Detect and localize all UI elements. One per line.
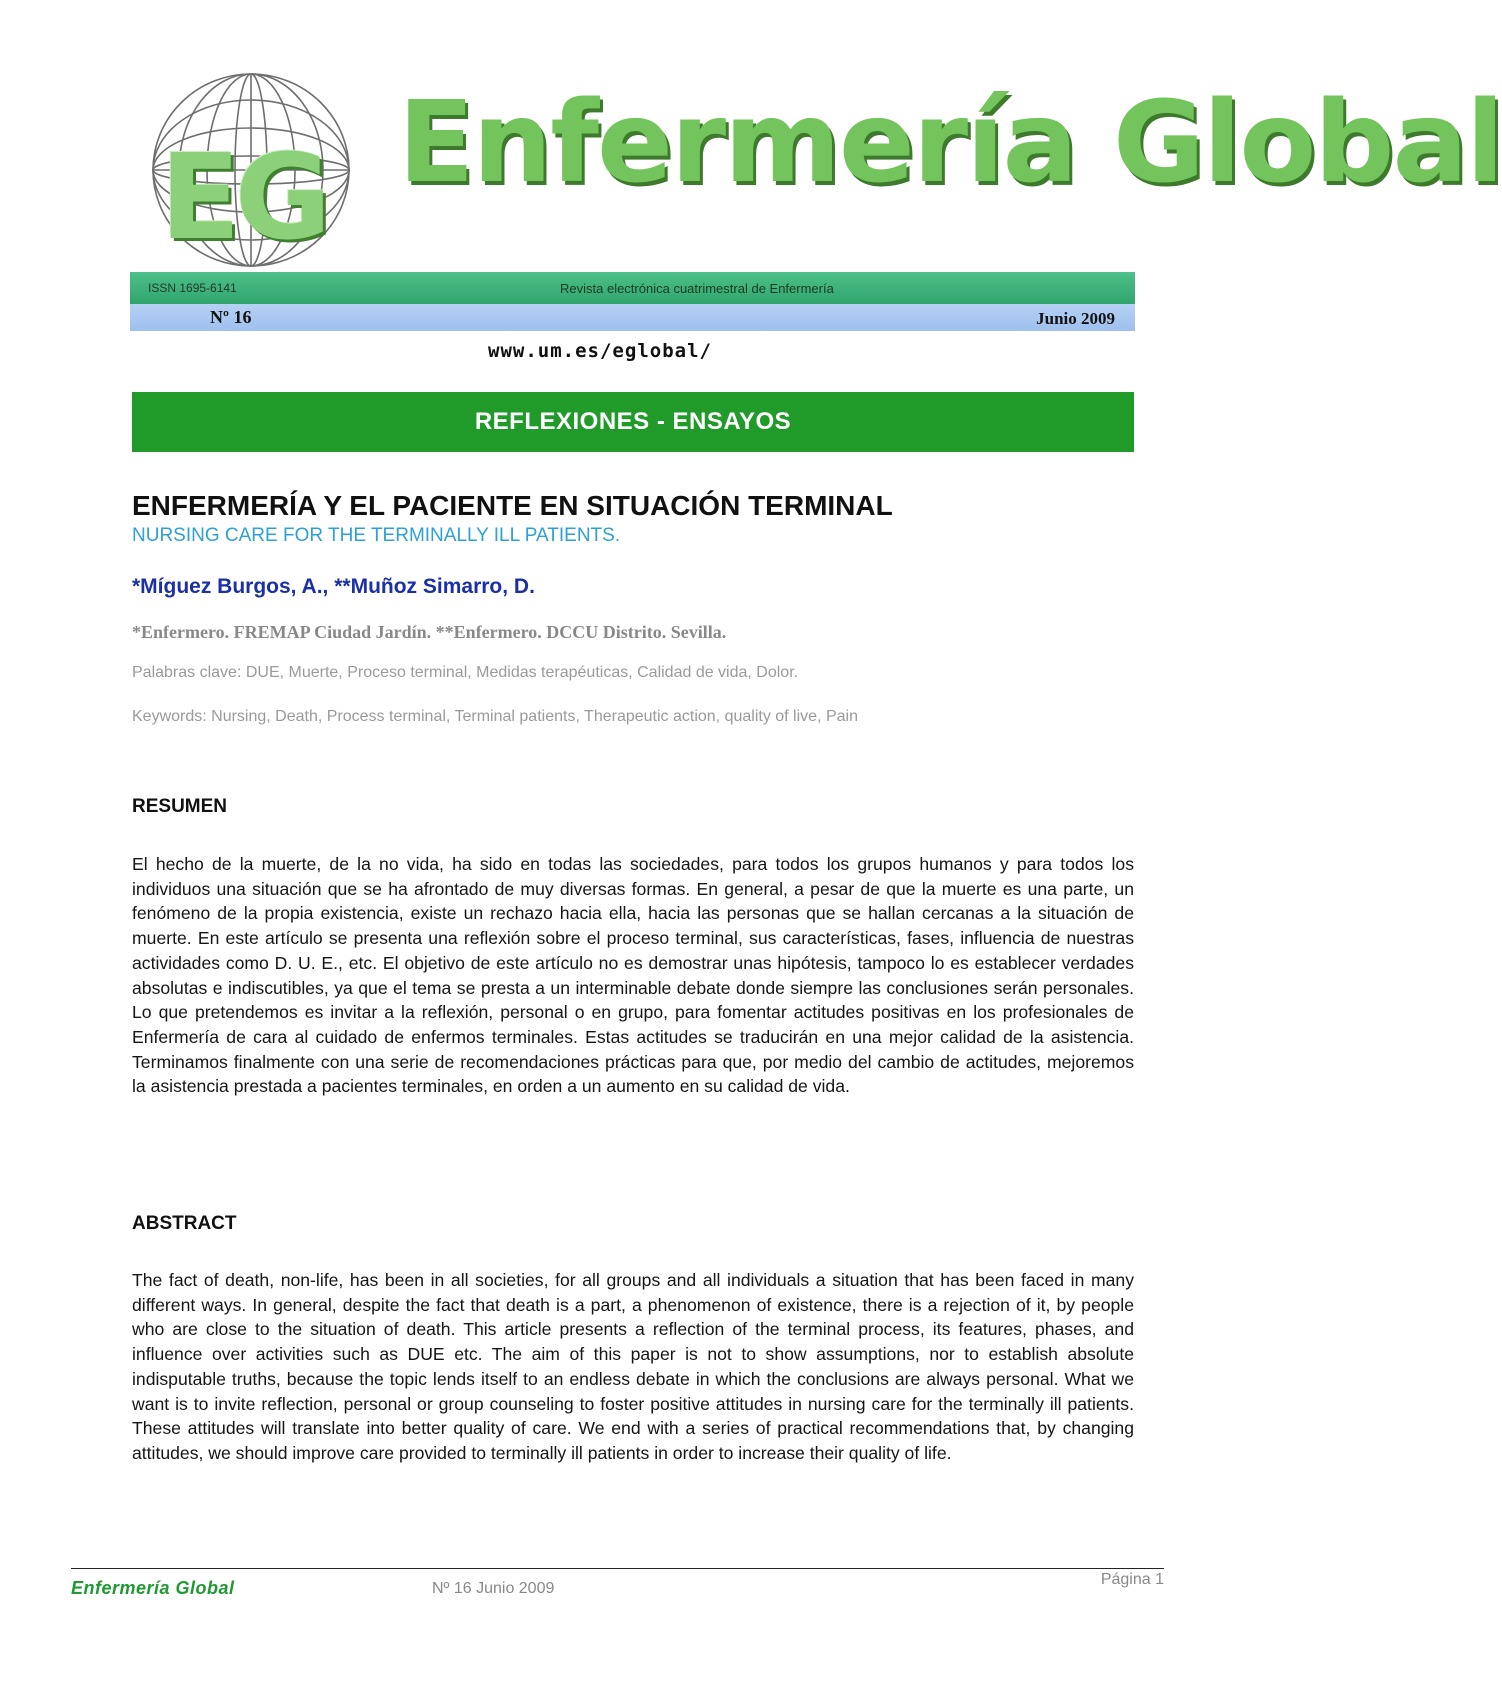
footer-journal-name: Enfermería Global xyxy=(71,1578,235,1598)
page-number: Página 1 xyxy=(1100,1571,1164,1588)
masthead-info-band xyxy=(130,272,1135,304)
abstract-heading: ABSTRACT xyxy=(132,1213,237,1234)
keywords-spanish: Palabras clave: DUE, Muerte, Proceso terminal, Medidas terapéuticas, Calidad de vida, Dolor. xyxy=(132,664,799,681)
keywords-english: Keywords: Nursing, Death, Process terminal, Terminal patients, Therapeutic action, quality of live, Pain xyxy=(132,708,858,725)
abstract-paragraph: The fact of death, non-life, has been in all societies, for all groups and all individuals a situation that has been faced in many different ways. In general, despite the fact that death is a part, a phenomenon of existence, there is a rejection of it, by people who are close to the situation of death. This article presents a reflection of the terminal process, its features, phases, and influence over activities such as DUE etc. The aim of this paper is not to show assumptions, nor to establish absolute indisputable truths, because the topic lends itself to an endless debate in which the conclusions are always personal. What we want is to invite reflection, personal or group counseling to foster positive attitudes in nursing care for the terminally ill patients. These attitudes will translate into better quality of care. We end with a series of practical recommendations that, by changing attitudes, we should improve care provided to terminally ill patients in order to increase their quality of life. xyxy=(132,1270,1134,1463)
section-banner: REFLEXIONES - ENSAYOS xyxy=(132,392,1134,452)
masthead-issue-band xyxy=(130,304,1135,331)
footer-issue: Nº 16 Junio 2009 xyxy=(432,1580,555,1597)
article-subtitle: NURSING CARE FOR THE TERMINALLY ILL PATIENTS. xyxy=(132,525,621,546)
journal-subtitle: Revista electrónica cuatrimestral de Enfermería xyxy=(560,281,834,296)
footer-divider xyxy=(71,1568,1164,1569)
issn-label: ISSN 1695-6141 xyxy=(148,281,237,295)
resumen-paragraph: El hecho de la muerte, de la no vida, ha sido en todas las sociedades, para todos los grupos humanos y para todos los individuos una situación que se ha afrontado de muy diversas formas. En general, a pesar de que la muerte es una parte, un fenómeno de la propia existencia, existe un rechazo hacia ella, hacia las personas que se hallan cercanas a la situación de muerte. En este artículo se presenta una reflexión sobre el proceso terminal, sus características, fases, influencia de nuestras actividades como D. U. E., etc. El objetivo de este artículo no es demostrar unas hipótesis, tampoco lo es establecer verdades absolutas e indiscutibles, ya que el tema se presta a un interminable debate donde siempre las conclusiones serán personales. Lo que pretendemos es invitar a la reflexión, personal o en grupo, para fomentar actitudes positivas en los profesionales de Enfermería de cara al cuidado de enfermos terminales. Estas actitudes se traducirán en una mejor calidad de la asistencia. Terminamos finalmente con una serie de recomendaciones prácticas para que, por medio del cambio de actitudes, mejoremos la asistencia prestada a pacientes terminales, en orden a un aumento en su calidad de vida. xyxy=(132,854,1134,1097)
journal-url: www.um.es/eglobal/ xyxy=(488,340,712,362)
article-authors: *Míguez Burgos, A., **Muñoz Simarro, D. xyxy=(132,575,535,598)
resumen-heading: RESUMEN xyxy=(132,796,228,817)
author-affiliation: *Enfermero. FREMAP Ciudad Jardín. **Enfermero. DCCU Distrito. Sevilla. xyxy=(132,622,727,642)
article-title: ENFERMERÍA Y EL PACIENTE EN SITUACIÓN TERMINAL xyxy=(132,490,893,521)
journal-title: Enfermería Global xyxy=(398,78,1502,208)
logo-letters: EG xyxy=(160,128,326,266)
issue-number: Nº 16 xyxy=(210,307,252,327)
issue-date: Junio 2009 xyxy=(1036,309,1115,328)
journal-masthead xyxy=(130,70,1502,330)
